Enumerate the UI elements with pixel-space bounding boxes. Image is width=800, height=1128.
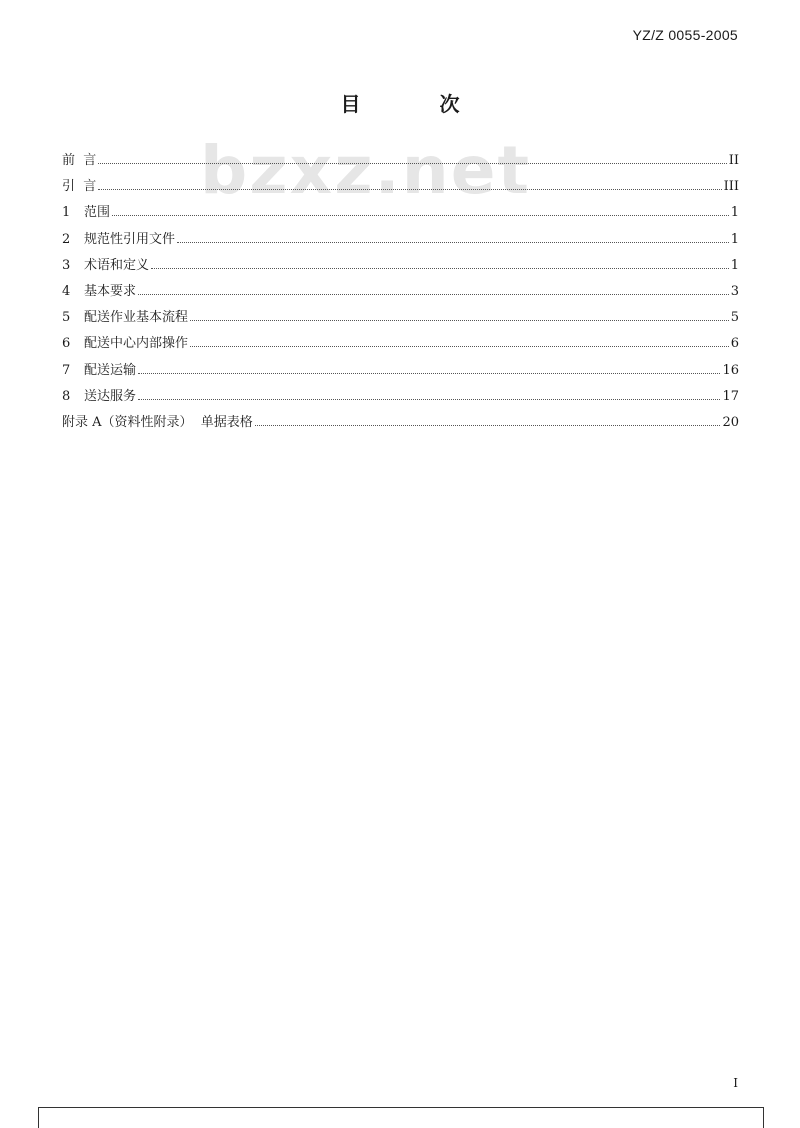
toc-page-number: II [728, 153, 739, 168]
toc-entry-label: 前 言 [62, 153, 97, 168]
toc-entry-label [62, 257, 149, 275]
dot-leader [138, 398, 720, 400]
toc-entry-number: 6 [62, 336, 71, 352]
toc-entry-label [62, 309, 188, 327]
toc-entry-text: 术语和定义 [84, 257, 150, 273]
toc-entry-introduction[interactable] [62, 178, 739, 204]
page-number: I [733, 1076, 738, 1090]
toc-entry-scope[interactable] [62, 204, 739, 230]
dot-leader [177, 241, 729, 243]
toc-page-number: 5 [730, 310, 739, 326]
toc-entry-label [62, 283, 136, 301]
table-of-contents [62, 152, 739, 440]
toc-entry-text: 配送运输 [84, 362, 137, 378]
toc-entry-label: 附录 A（资料性附录） 单据表格 [62, 414, 253, 430]
standard-code: YZ/Z 0055-2005 [632, 27, 738, 43]
toc-entry-label [62, 388, 136, 406]
toc-entry-delivery-workflow[interactable] [62, 309, 739, 335]
toc-page-number: 17 [722, 388, 739, 404]
toc-entry-number: 2 [62, 231, 71, 247]
dot-leader [138, 293, 729, 295]
toc-entry-number: 4 [62, 283, 71, 299]
toc-entry-label [62, 362, 136, 380]
toc-entry-text: 范围 [84, 205, 111, 221]
dot-leader [138, 372, 720, 374]
toc-page-number: 1 [730, 205, 739, 221]
toc-entry-delivery-transport[interactable] [62, 362, 739, 388]
dot-leader [98, 188, 721, 190]
dot-leader [112, 214, 729, 216]
toc-entry-delivery-service[interactable] [62, 388, 739, 414]
toc-entry-text: 送达服务 [84, 388, 137, 404]
toc-entry-number: 1 [62, 205, 71, 221]
toc-page-number: 6 [730, 336, 739, 352]
toc-page-number: 3 [730, 283, 739, 299]
toc-page-number: 16 [722, 362, 739, 378]
toc-entry-basic-requirements[interactable] [62, 283, 739, 309]
toc-entry-normative-references[interactable] [62, 231, 739, 257]
dot-leader [190, 319, 729, 321]
toc-entry-number: 8 [62, 388, 71, 404]
toc-page-number: III [723, 179, 739, 195]
toc-entry-label [62, 335, 188, 353]
toc-entry-text: 配送作业基本流程 [84, 310, 189, 326]
dot-leader [255, 424, 721, 426]
toc-entry-label: 引 言 [62, 179, 97, 195]
toc-page-number: 1 [730, 257, 739, 273]
toc-page-number: 20 [722, 414, 739, 430]
dot-leader [190, 345, 729, 347]
toc-entry-foreword[interactable] [62, 152, 739, 178]
toc-entry-text: 配送中心内部操作 [84, 336, 189, 352]
bottom-border-frame [38, 1107, 764, 1128]
toc-entry-label [62, 204, 110, 222]
toc-page-number: 1 [730, 231, 739, 247]
toc-entry-number: 5 [62, 310, 71, 326]
toc-entry-text: 规范性引用文件 [84, 231, 176, 247]
toc-entry-label [62, 231, 175, 249]
page-title: 目 次 [340, 92, 496, 116]
dot-leader [98, 162, 726, 164]
toc-entry-terms-definitions[interactable] [62, 257, 739, 283]
toc-entry-center-operations[interactable] [62, 335, 739, 361]
dot-leader [151, 267, 729, 269]
toc-entry-number: 3 [62, 257, 71, 273]
toc-entry-text: 基本要求 [84, 283, 137, 299]
watermark: bzxz.net [200, 132, 532, 209]
toc-entry-appendix-a[interactable] [62, 414, 739, 440]
toc-entry-number: 7 [62, 362, 71, 378]
